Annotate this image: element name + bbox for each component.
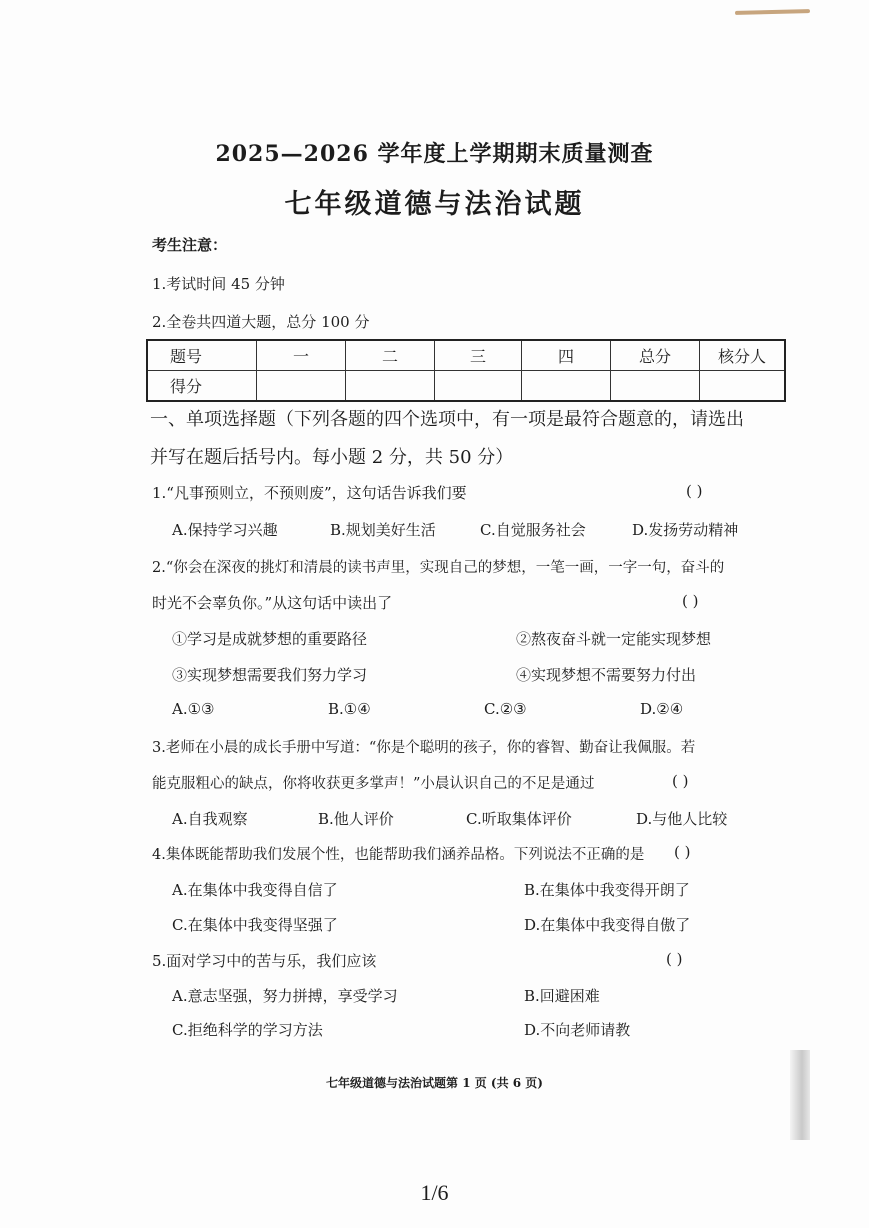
- question-4-option-a: A.在集体中我变得自信了: [172, 881, 338, 899]
- question-2-answer-paren[interactable]: ( ): [682, 592, 699, 610]
- question-4-option-c: C.在集体中我变得坚强了: [172, 916, 338, 934]
- question-2-stem-line2: 时光不会辜负你。”从这句话中读出了: [152, 594, 393, 612]
- question-4-answer-paren[interactable]: ( ): [674, 843, 691, 861]
- score-cell[interactable]: [435, 371, 522, 402]
- score-table-header-cell: 总分: [611, 340, 700, 371]
- question-2-option-d: D.②④: [640, 700, 684, 718]
- scan-edge-shadow: [790, 1050, 810, 1140]
- question-4-option-b: B.在集体中我变得开朗了: [524, 881, 690, 899]
- question-1-option-b: B.规划美好生活: [330, 521, 436, 539]
- score-cell[interactable]: [700, 371, 786, 402]
- question-3-answer-paren[interactable]: ( ): [672, 772, 689, 790]
- score-cell[interactable]: [611, 371, 700, 402]
- score-table-score-row: [147, 371, 785, 402]
- question-5-option-d: D.不向老师请教: [524, 1021, 631, 1039]
- question-1-option-a: A.保持学习兴趣: [172, 521, 278, 539]
- question-2-statement-3: ③实现梦想需要我们努力学习: [172, 666, 368, 684]
- question-2-stem-line1: 2.“你会在深夜的挑灯和清晨的读书声里，实现自己的梦想，一笔一画，一字一句，奋斗的: [152, 560, 725, 576]
- question-4-option-d: D.在集体中我变得自傲了: [524, 916, 691, 934]
- question-2-statement-4: ④实现梦想不需要努力付出: [516, 666, 697, 684]
- question-2-statement-2: ②熬夜奋斗就一定能实现梦想: [516, 630, 712, 648]
- question-2-option-a: A.①③: [172, 700, 215, 718]
- question-3-option-b: B.他人评价: [318, 810, 394, 828]
- exam-period-title: 2025—2026 学年度上学期期末质量测查: [215, 141, 654, 167]
- score-table-header-cell: 二: [346, 340, 435, 371]
- question-2-option-b: B.①④: [328, 700, 371, 718]
- score-row-label: 得分: [147, 371, 257, 402]
- score-table-header-cell: 三: [435, 340, 522, 371]
- question-5-stem: 5.面对学习中的苦与乐，我们应该: [152, 952, 377, 970]
- question-3-option-d: D.与他人比较: [636, 810, 728, 828]
- question-5-option-a: A.意志坚强，努力拼搏，享受学习: [172, 987, 398, 1005]
- notice-item-total: 2.全卷共四道大题，总分 100 分: [152, 313, 370, 331]
- question-5-answer-paren[interactable]: ( ): [666, 950, 683, 968]
- question-1-answer-paren[interactable]: ( ): [686, 482, 703, 500]
- notice-item-time: 1.考试时间 45 分钟: [152, 275, 285, 293]
- question-1-stem: 1.“凡事预则立，不预则废”，这句话告诉我们要: [152, 484, 467, 502]
- question-3-option-c: C.听取集体评价: [466, 810, 572, 828]
- question-1-option-c: C.自觉服务社会: [480, 521, 586, 539]
- question-1-option-d: D.发扬劳动精神: [632, 521, 739, 539]
- question-2-option-c: C.②③: [484, 700, 527, 718]
- exam-subject-title: 七年级道德与法治试题: [284, 189, 585, 220]
- question-5-option-b: B.回避困难: [524, 987, 600, 1005]
- question-4-stem: 4.集体既能帮助我们发展个性，也能帮助我们涵养品格。下列说法不正确的是: [152, 847, 645, 863]
- score-table-header-cell: 四: [522, 340, 611, 371]
- score-table: [146, 339, 786, 402]
- score-table-header-cell: 核分人: [700, 340, 786, 371]
- section-heading-line2: 并写在题后括号内。每小题 2 分，共 50 分）: [150, 447, 514, 468]
- question-3-stem-line2: 能克服粗心的缺点，你将收获更多掌声！”小晨认识自己的不足是通过: [152, 776, 595, 792]
- question-3-option-a: A.自我观察: [172, 810, 248, 828]
- scan-mark: [735, 9, 810, 15]
- question-3-stem-line1: 3.老师在小晨的成长手册中写道：“你是个聪明的孩子，你的睿智、勤奋让我佩服。若: [152, 740, 696, 756]
- score-cell[interactable]: [257, 371, 346, 402]
- notice-heading: 考生注意：: [152, 236, 228, 254]
- page-counter: 1/6: [420, 1180, 449, 1205]
- score-table-header-row: [147, 340, 785, 371]
- question-5-option-c: C.拒绝科学的学习方法: [172, 1021, 323, 1039]
- score-cell[interactable]: [522, 371, 611, 402]
- score-table-header-cell: 题号: [147, 340, 257, 371]
- section-heading-line1: 一、单项选择题（下列各题的四个选项中，有一项是最符合题意的，请选出: [150, 409, 744, 430]
- score-table-header-cell: 一: [257, 340, 346, 371]
- score-cell[interactable]: [346, 371, 435, 402]
- question-2-statement-1: ①学习是成就梦想的重要路径: [172, 630, 368, 648]
- page-footer-label: 七年级道德与法治试题第 1 页 (共 6 页): [326, 1076, 543, 1090]
